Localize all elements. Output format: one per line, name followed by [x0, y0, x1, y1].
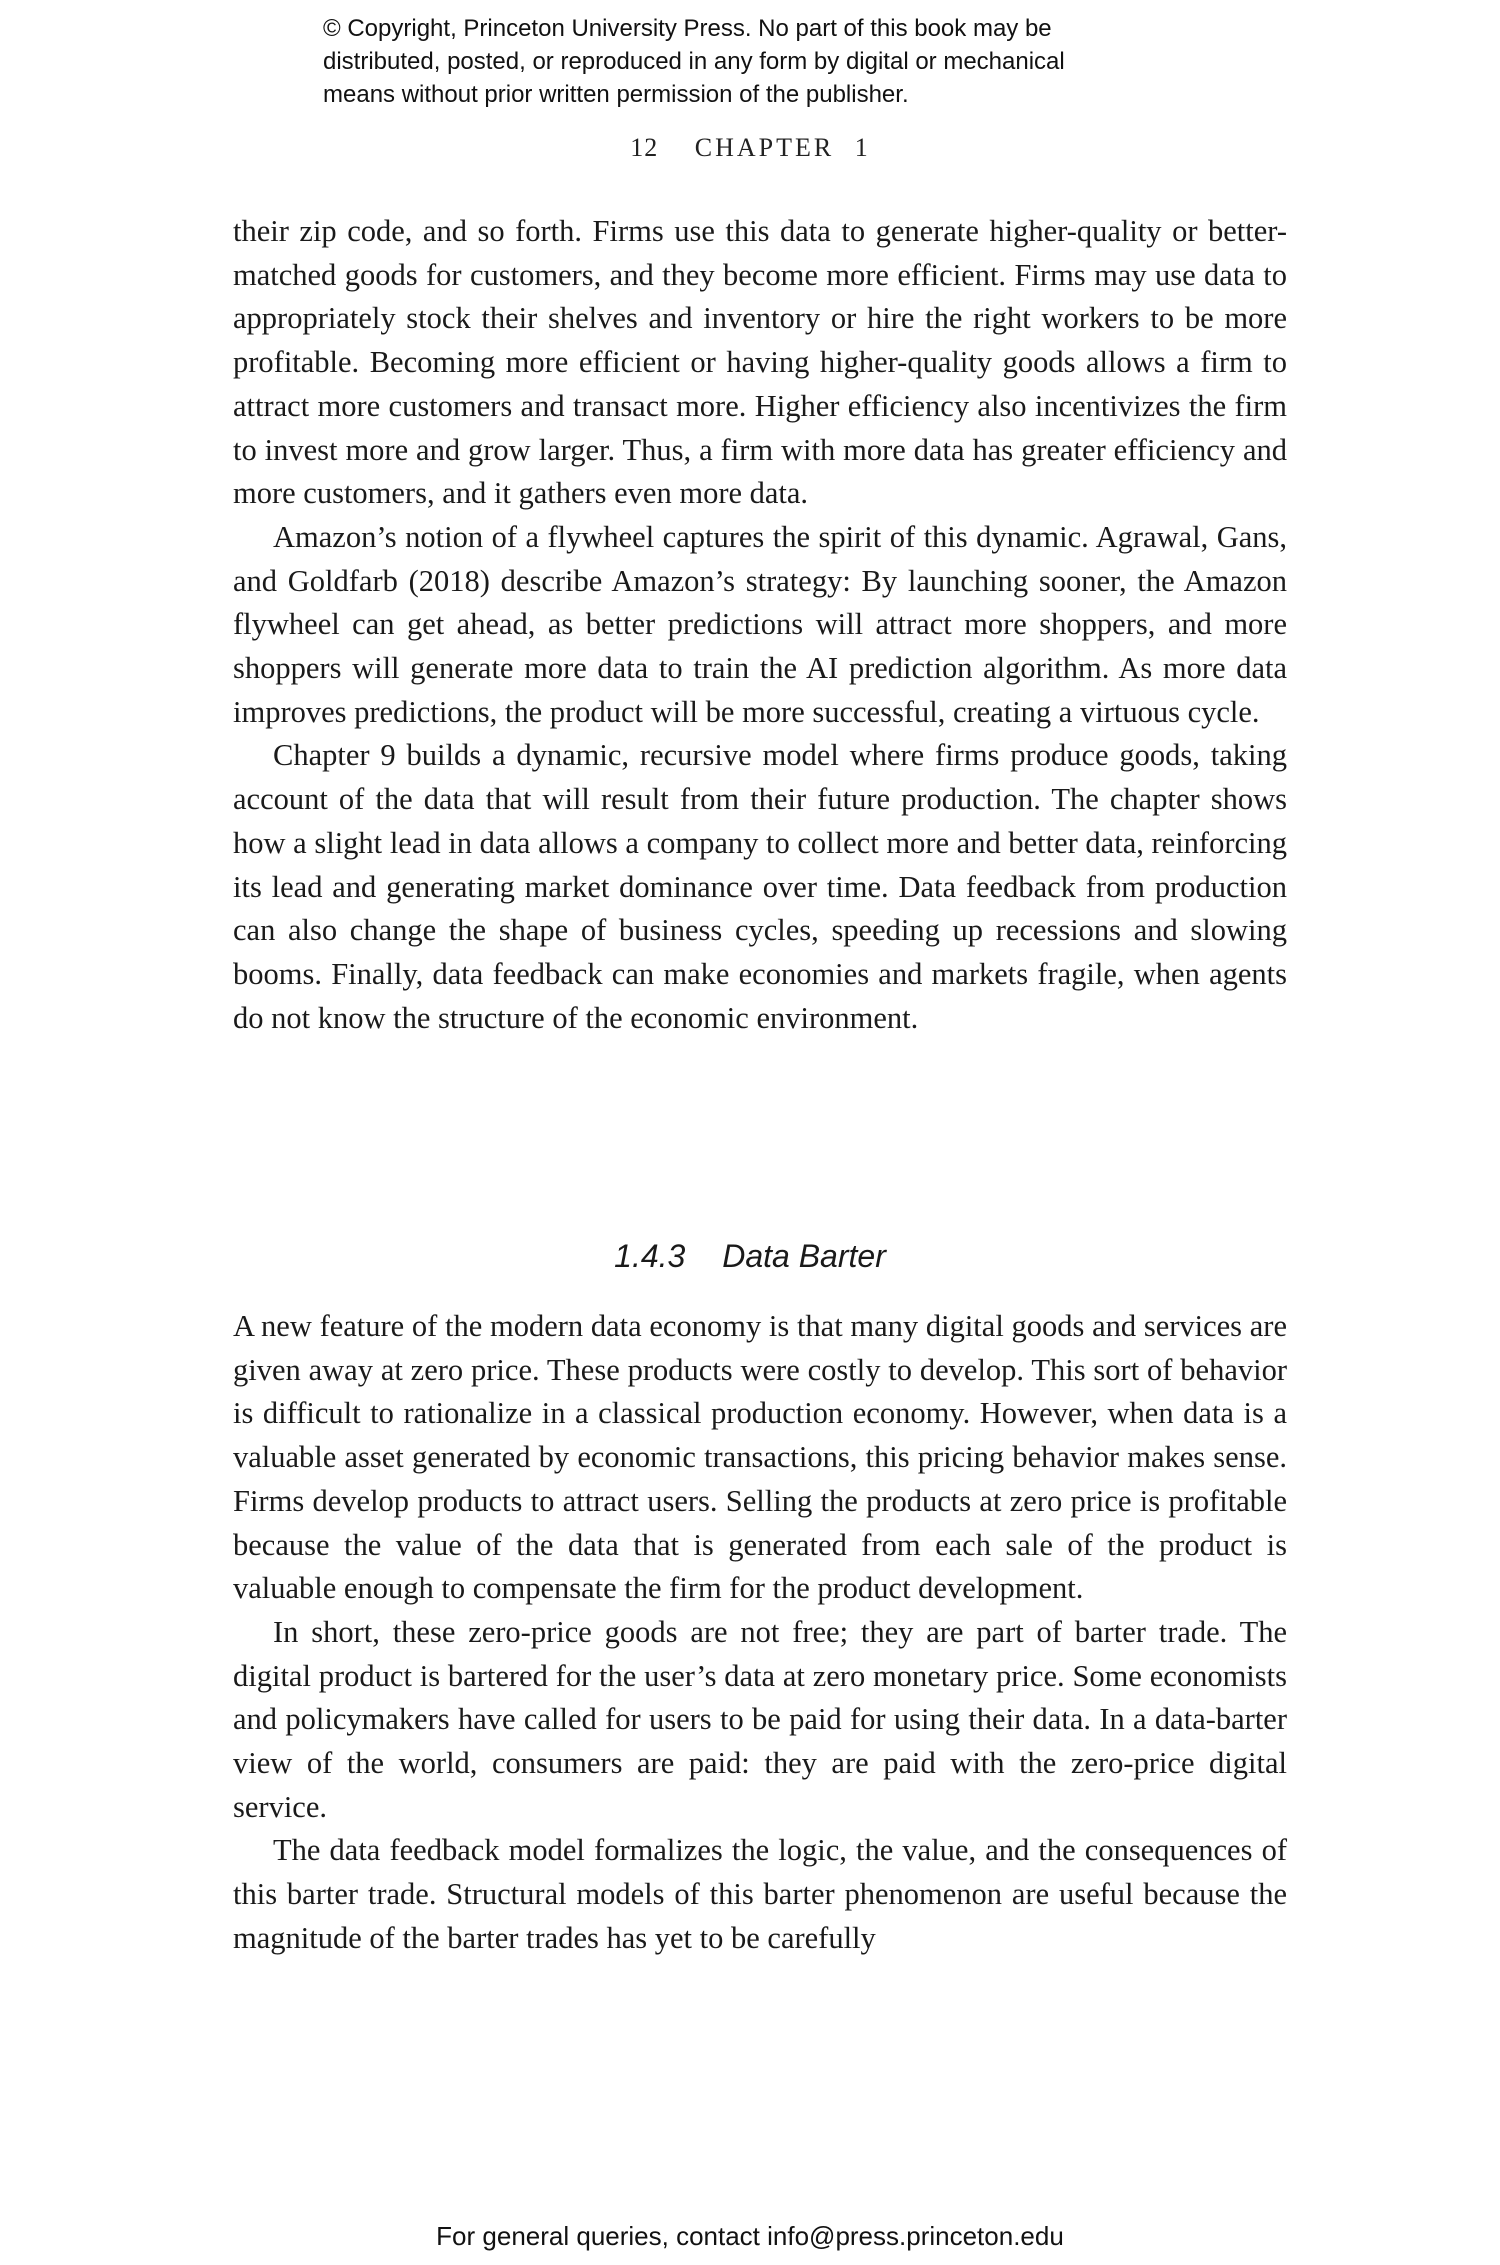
body-text-lower: [233, 1305, 1287, 1961]
paragraph: Amazon’s notion of a flywheel captures the spirit of this dynamic. Agrawal, Gans, and Goldfarb (2018) describe Amazon’s strategy: By launching sooner, the Amazon flywheel can get ahead, as better predictions will attract more shoppers, and more shoppers will generate more data to train the AI prediction algorithm. As more data improves predictions, the product will be more successful, creating a virtuous cycle.: [233, 519, 1287, 729]
section-number: 1.4.3: [614, 1238, 686, 1274]
running-head: [0, 133, 1500, 163]
body-text-upper: [233, 210, 1287, 1040]
copyright-line: means without prior written permission of the publisher.: [323, 81, 909, 108]
chapter-label: CHAPTER: [694, 133, 835, 162]
copyright-line: © Copyright, Princeton University Press. No part of this book may be: [323, 15, 1052, 42]
paragraph: Chapter 9 builds a dynamic, recursive model where firms produce goods, taking account of the data that will result from their future production. The chapter shows how a slight lead in data allows a company to collect more and better data, reinforcing its lead and generating market dominance over time. Data feedback from production can also change the shape of business cycles, speeding up recessions and slowing booms. Finally, data feedback can make economies and markets fragile, when agents do not know the structure of the economic environment.: [233, 738, 1287, 1035]
paragraph: their zip code, and so forth. Firms use this data to generate higher-quality or better-matched goods for customers, and they become more efficient. Firms may use data to appropriately stock their shelves and inventory or hire the right workers to be more profitable. Becoming more efficient or having higher-quality goods allows a firm to attract more customers and transact more. Higher efficiency also incentivizes the firm to invest more and grow larger. Thus, a firm with more data has greater efficiency and more customers, and it gathers even more data.: [233, 214, 1287, 511]
paragraph: In short, these zero-price goods are not free; they are part of barter trade. The digital product is bartered for the user’s data at zero monetary price. Some economists and policymakers have called for users to be paid for using their data. In a data-barter view of the world, consumers are paid: they are paid with the zero-price digital service.: [233, 1614, 1287, 1824]
copyright-notice: [323, 12, 1223, 111]
paragraph: A new feature of the modern data economy is that many digital goods and services are given away at zero price. These products were costly to develop. This sort of behavior is difficult to rationalize in a classical production economy. However, when data is a valuable asset generated by economic transactions, this pricing behavior makes sense. Firms develop products to attract users. Selling the products at zero price is profitable because the value of the data that is generated from each sale of the product is valuable enough to compensate the firm for the product development.: [233, 1309, 1287, 1606]
section-heading: [0, 1238, 1500, 1275]
paragraph: The data feedback model formalizes the logic, the value, and the consequences of this barter trade. Structural models of this barter phenomenon are useful because the magnitude of the barter trades has yet to be carefully: [233, 1833, 1287, 1955]
section-title: Data Barter: [722, 1238, 886, 1274]
copyright-line: distributed, posted, or reproduced in any form by digital or mechanical: [323, 48, 1065, 75]
page-number: 12: [630, 133, 659, 162]
chapter-number: 1: [854, 133, 870, 162]
footer-contact: For general queries, contact info@press.princeton.edu: [436, 2221, 1064, 2251]
